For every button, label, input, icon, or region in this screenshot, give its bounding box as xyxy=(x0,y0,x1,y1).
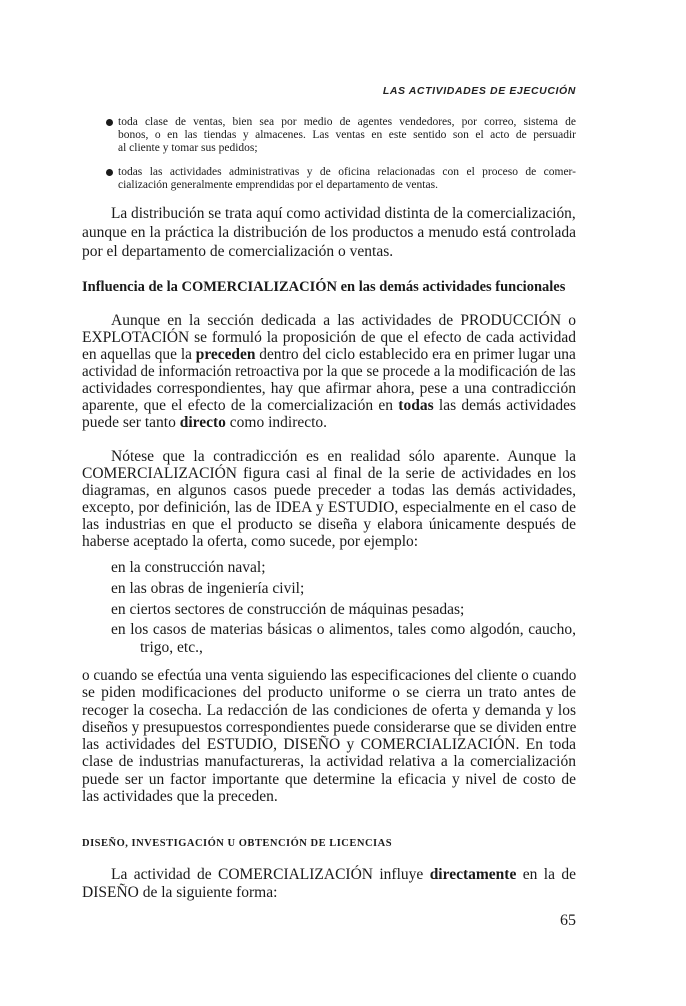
text-line: recoger la cosecha. La redacción de las condiciones de oferta y demanda y los xyxy=(82,701,576,719)
text-line: trigo, etc., xyxy=(140,639,203,656)
text-line: DISEÑO de la siguiente forma: xyxy=(82,884,278,901)
text-line: diagramas, en algunos casos puede preceder a todas las demás actividades, xyxy=(82,482,576,499)
text-line: por el departamento de comercialización o ventas. xyxy=(82,243,394,260)
text-line: actividad de información retroactiva por la que se procede a la modificación de las xyxy=(82,363,576,380)
bold-text: todas xyxy=(398,397,434,414)
text-line: EXPLOTACIÓN se formuló la proposición de que el efecto de cada actividad xyxy=(82,329,576,346)
text-line: se piden modificaciones del producto uniforme o se cierra un trato antes de xyxy=(82,684,576,702)
paragraph xyxy=(82,866,576,902)
text-line: excepto, por definición, las de IDEA y ESTUDIO, especialmente en el caso de xyxy=(82,499,576,516)
bullet-item xyxy=(118,116,576,155)
text-run: las demás actividades xyxy=(433,397,576,414)
text-line: todas las actividades administrativas y de oficina relacionadas con el proceso de comer- xyxy=(118,166,576,178)
text-run: aparente, que el efecto de la comercialización en xyxy=(82,397,399,414)
running-head: LAS ACTIVIDADES DE EJECUCIÓN xyxy=(382,85,576,97)
text-line: en las obras de ingeniería civil; xyxy=(111,580,305,597)
text-line: bonos, o en las tiendas y almacenes. Las ventas en este sentido son el acto de persuadir xyxy=(118,129,576,141)
example-item xyxy=(111,559,576,577)
text-run: puede ser tanto xyxy=(82,414,180,431)
text-line xyxy=(111,866,576,884)
paragraph xyxy=(82,204,576,261)
text-line: actividades correspondientes, hay que afirmar ahora, pese a una contradicción xyxy=(82,380,576,397)
text-run: La actividad de COMERCIALIZACIÓN influye xyxy=(111,866,430,883)
text-line xyxy=(82,414,576,431)
bold-text: preceden xyxy=(195,346,256,363)
bullet-icon xyxy=(106,169,113,176)
bullet-item xyxy=(118,166,576,192)
text-line: COMERCIALIZACIÓN figura casi al final de la serie de actividades en los xyxy=(82,465,576,482)
example-item xyxy=(111,621,576,657)
paragraph xyxy=(82,312,576,431)
bold-text: directamente xyxy=(429,866,517,883)
text-run: en la de xyxy=(516,866,576,883)
text-line: las actividades del ESTUDIO, DISEÑO y COMERCIALIZACIÓN. En toda xyxy=(82,736,576,754)
page-number: 65 xyxy=(560,912,576,929)
subsection-heading: DISEÑO, INVESTIGACIÓN U OBTENCIÓN DE LICENCIAS xyxy=(82,838,393,849)
text-line: diseños y presupuestos correspondientes puede considerarse que se dividen entre xyxy=(82,718,577,736)
text-line: cialización generalmente emprendidas por el departamento de ventas. xyxy=(118,179,438,191)
text-line: aunque en la práctica la distribución de los productos a menudo está controlada xyxy=(82,224,576,241)
text-line xyxy=(82,397,576,414)
text-run: dentro del ciclo establecido era en primer lugar una xyxy=(255,346,576,363)
text-line: en los casos de materias básicas o alimentos, tales como algodón, caucho, xyxy=(111,621,576,638)
text-line xyxy=(82,346,576,363)
text-line: en ciertos sectores de construcción de máquinas pesadas; xyxy=(111,601,465,618)
text-run: en aquellas que la xyxy=(82,346,196,363)
text-line: en la construcción naval; xyxy=(111,559,266,576)
text-line: haberse aceptado la oferta, como sucede, por ejemplo: xyxy=(82,533,419,550)
text-line: las industrias en que el producto se diseña y elabora únicamente después de xyxy=(82,516,576,533)
text-run: como indirecto. xyxy=(225,414,328,431)
text-line: Aunque en la sección dedicada a las actividades de PRODUCCIÓN o xyxy=(111,312,576,329)
text-line: o cuando se efectúa una venta siguiendo las especificaciones del cliente o cuando xyxy=(82,667,577,684)
text-line: Nótese que la contradicción es en realidad sólo aparente. Aunque la xyxy=(111,448,576,465)
text-line: puede ser un factor importante que determine la eficacia y nivel de costo de xyxy=(82,770,576,788)
bullet-icon xyxy=(106,119,113,126)
example-item xyxy=(111,580,576,598)
paragraph xyxy=(82,667,576,805)
example-item xyxy=(111,601,576,619)
text-line: al cliente y tomar sus pedidos; xyxy=(118,142,258,154)
text-line: las actividades que la preceden. xyxy=(82,788,278,806)
bold-text: directo xyxy=(179,414,226,431)
section-heading: Influencia de la COMERCIALIZACIÓN en las demás actividades funcionales xyxy=(82,279,566,295)
text-line: La distribución se trata aquí como actividad distinta de la comercialización, xyxy=(111,205,576,222)
text-line: clase de industrias manufactureras, la actividad relativa a la comercialización xyxy=(82,753,576,771)
text-line: toda clase de ventas, bien sea por medio de agentes vendedores, por correo, sistema de xyxy=(118,116,576,128)
paragraph xyxy=(82,448,576,550)
